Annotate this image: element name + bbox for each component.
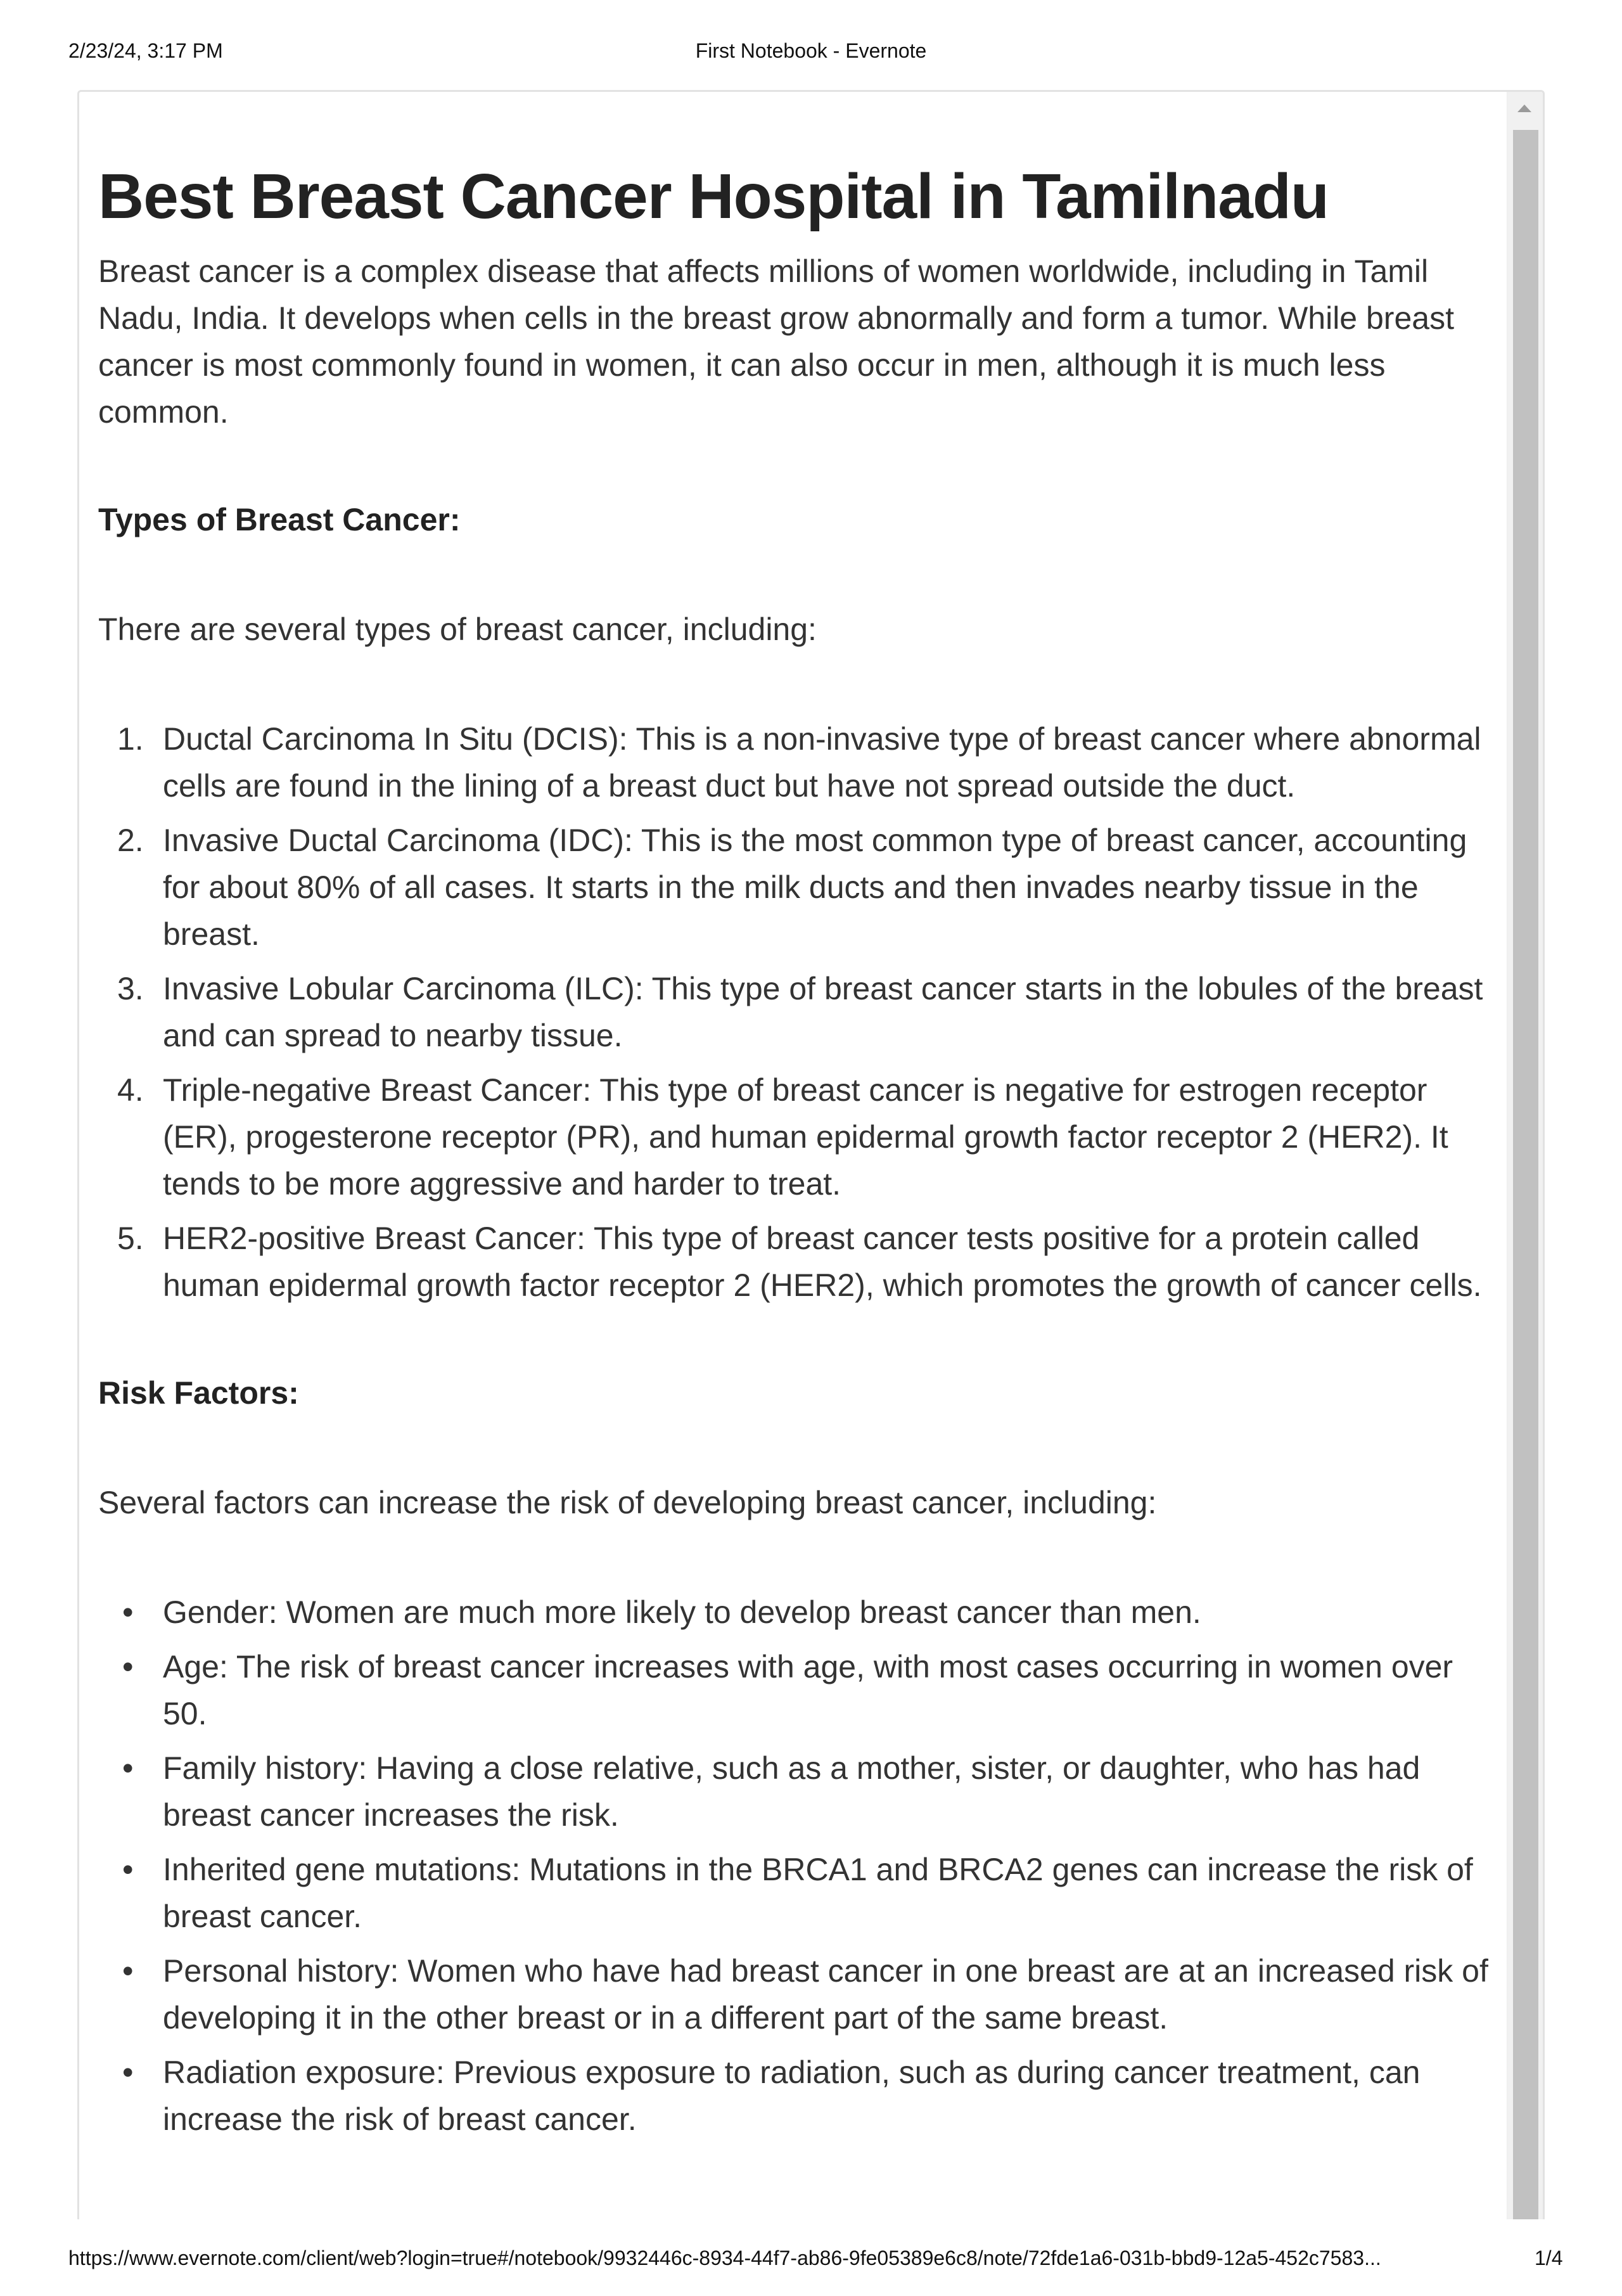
list-number: 5. <box>117 1221 144 1256</box>
list-item-text: Triple-negative Breast Cancer: This type of breast cancer is negative for estrogen receptor (ER), progesterone receptor (PR), and human epidermal growth factor receptor 2 (HER2). It tends to be more aggressive and harder to treat. <box>163 1072 1448 1202</box>
page-indicator: 1/4 <box>1535 2247 1563 2269</box>
print-page-title: First Notebook - Evernote <box>695 39 927 62</box>
list-item <box>98 1745 1492 1838</box>
list-item <box>98 1589 1492 1636</box>
list-number: 3. <box>117 971 144 1006</box>
list-item-text: Invasive Lobular Carcinoma (ILC): This type of breast cancer starts in the lobules of the breast and can spread to nearby tissue. <box>163 971 1483 1053</box>
list-item-text: HER2-positive Breast Cancer: This type of breast cancer tests positive for a protein called human epidermal growth factor receptor 2 (HER2), which promotes the growth of cancer cells. <box>163 1221 1482 1303</box>
print-url: https://www.evernote.com/client/web?login=true#/notebook/9932446c-8934-44f7-ab86-9fe05389e6c8/note/72fde1a6-031b-bbd9-12a5-452c7583... <box>68 2247 1381 2269</box>
list-item-text: Inherited gene mutations: Mutations in the BRCA1 and BRCA2 genes can increase the risk of breast cancer. <box>163 1852 1473 1934</box>
bullet-icon: • <box>122 2055 134 2090</box>
print-header <box>0 39 1622 65</box>
print-footer <box>0 2247 1622 2272</box>
intro-paragraph: Breast cancer is a complex disease that affects millions of women worldwide, including in Tamil Nadu, India. It develops when cells in the breast grow abnormally and form a tumor. While breast cancer is most commonly found in women, it can also occur in men, although it is much less common. <box>98 253 1454 430</box>
list-item <box>98 1643 1492 1737</box>
note-content[interactable] <box>98 155 1492 2150</box>
bullet-icon: • <box>122 1852 134 1887</box>
scroll-up-arrow-icon[interactable] <box>1517 105 1531 112</box>
list-item-text: Ductal Carcinoma In Situ (DCIS): This is a non-invasive type of breast cancer where abnormal cells are found in the lining of a breast duct but have not spread outside the duct. <box>163 721 1481 804</box>
list-item <box>98 1215 1492 1309</box>
types-list <box>98 715 1492 1309</box>
list-item-text: Age: The risk of breast cancer increases with age, with most cases occurring in women over 50. <box>163 1649 1453 1731</box>
list-item-text: Gender: Women are much more likely to develop breast cancer than men. <box>163 1594 1201 1630</box>
types-heading: Types of Breast Cancer: <box>98 502 461 537</box>
print-datetime: 2/23/24, 3:17 PM <box>68 39 223 62</box>
types-lead-paragraph: There are several types of breast cancer, including: <box>98 612 817 647</box>
list-item <box>98 965 1492 1059</box>
list-number: 4. <box>117 1072 144 1108</box>
list-item <box>98 1947 1492 2041</box>
list-item-text: Radiation exposure: Previous exposure to radiation, such as during cancer treatment, can increase the risk of breast cancer. <box>163 2055 1421 2137</box>
risk-factors-heading: Risk Factors: <box>98 1375 299 1411</box>
list-number: 1. <box>117 721 144 757</box>
risk-factors-list <box>98 1589 1492 2143</box>
list-item <box>98 1846 1492 1940</box>
list-item-text: Family history: Having a close relative, such as a mother, sister, or daughter, who has had breast cancer increases the risk. <box>163 1750 1421 1833</box>
list-item <box>98 715 1492 809</box>
scrollbar-thumb[interactable] <box>1513 130 1538 2219</box>
risk-lead-paragraph: Several factors can increase the risk of developing breast cancer, including: <box>98 1485 1157 1520</box>
note-title[interactable]: Best Breast Cancer Hospital in Tamilnadu <box>98 161 1329 232</box>
note-editor-panel <box>77 90 1545 2219</box>
bullet-icon: • <box>122 1953 134 1989</box>
bullet-icon: • <box>122 1649 134 1684</box>
bullet-icon: • <box>122 1594 134 1630</box>
vertical-scrollbar[interactable] <box>1507 92 1543 2219</box>
list-item <box>98 1067 1492 1207</box>
list-item-text: Invasive Ductal Carcinoma (IDC): This is the most common type of breast cancer, accounting for about 80% of all cases. It starts in the milk ducts and then invades nearby tissue in the breast. <box>163 823 1467 952</box>
list-item <box>98 2049 1492 2143</box>
list-number: 2. <box>117 823 144 858</box>
bullet-icon: • <box>122 1750 134 1786</box>
list-item-text: Personal history: Women who have had breast cancer in one breast are at an increased risk of developing it in the other breast or in a different part of the same breast. <box>163 1953 1488 2036</box>
list-item <box>98 817 1492 958</box>
